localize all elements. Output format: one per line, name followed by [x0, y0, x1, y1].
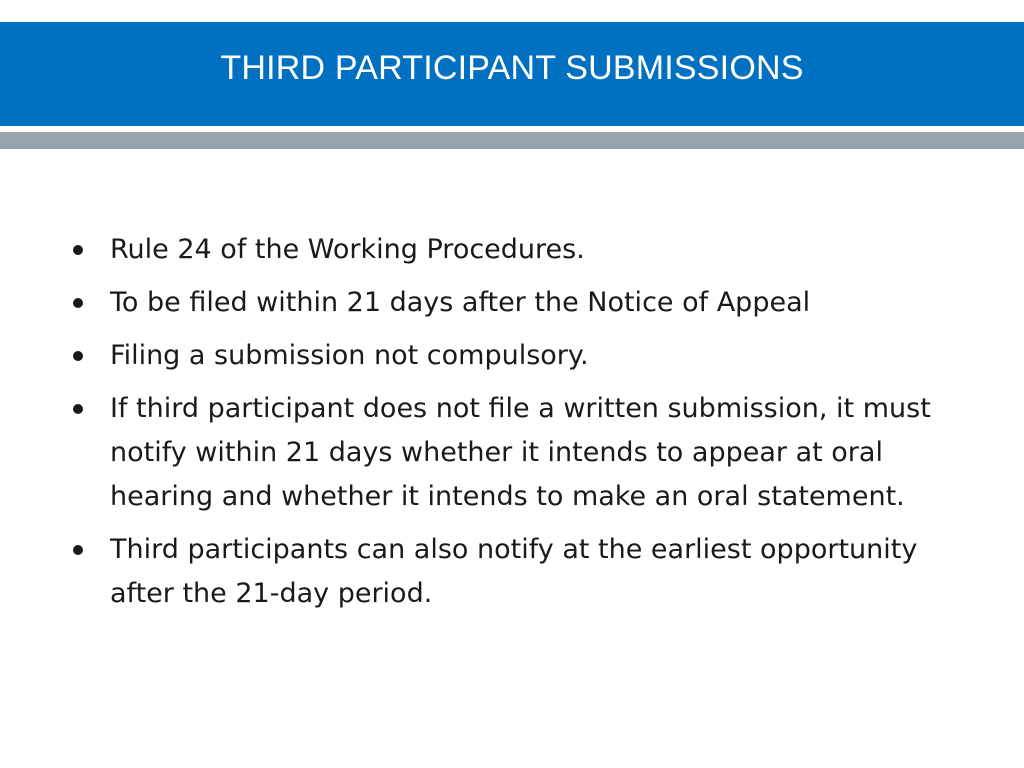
bullet-text: If third participant does not file a written submission, it must notify within 21 days whether it intends to appear at oral hearing and whether it intends to make an oral statement. [110, 393, 931, 512]
bullet-text: Rule 24 of the Working Procedures. [110, 234, 585, 265]
bullet-text: Third participants can also notify at the earliest opportunity after the 21-day period. [110, 534, 918, 609]
bullet-item [68, 228, 968, 272]
bullet-list [68, 228, 968, 616]
bullet-dot-icon [73, 351, 83, 361]
bullet-item [68, 281, 968, 325]
slide-title: THIRD PARTICIPANT SUBMISSIONS [220, 49, 804, 87]
bullet-item [68, 334, 968, 378]
bullet-dot-icon [73, 545, 83, 555]
title-bar [0, 22, 1024, 126]
slide-content [68, 228, 968, 625]
bullet-text: To be filed within 21 days after the Notice of Appeal [110, 287, 811, 318]
bullet-dot-icon [73, 404, 83, 414]
bullet-dot-icon [73, 245, 83, 255]
bullet-item [68, 528, 968, 616]
bullet-dot-icon [73, 298, 83, 308]
bullet-text: Filing a submission not compulsory. [110, 340, 589, 371]
bullet-item [68, 387, 968, 519]
title-divider-rule [0, 132, 1024, 149]
